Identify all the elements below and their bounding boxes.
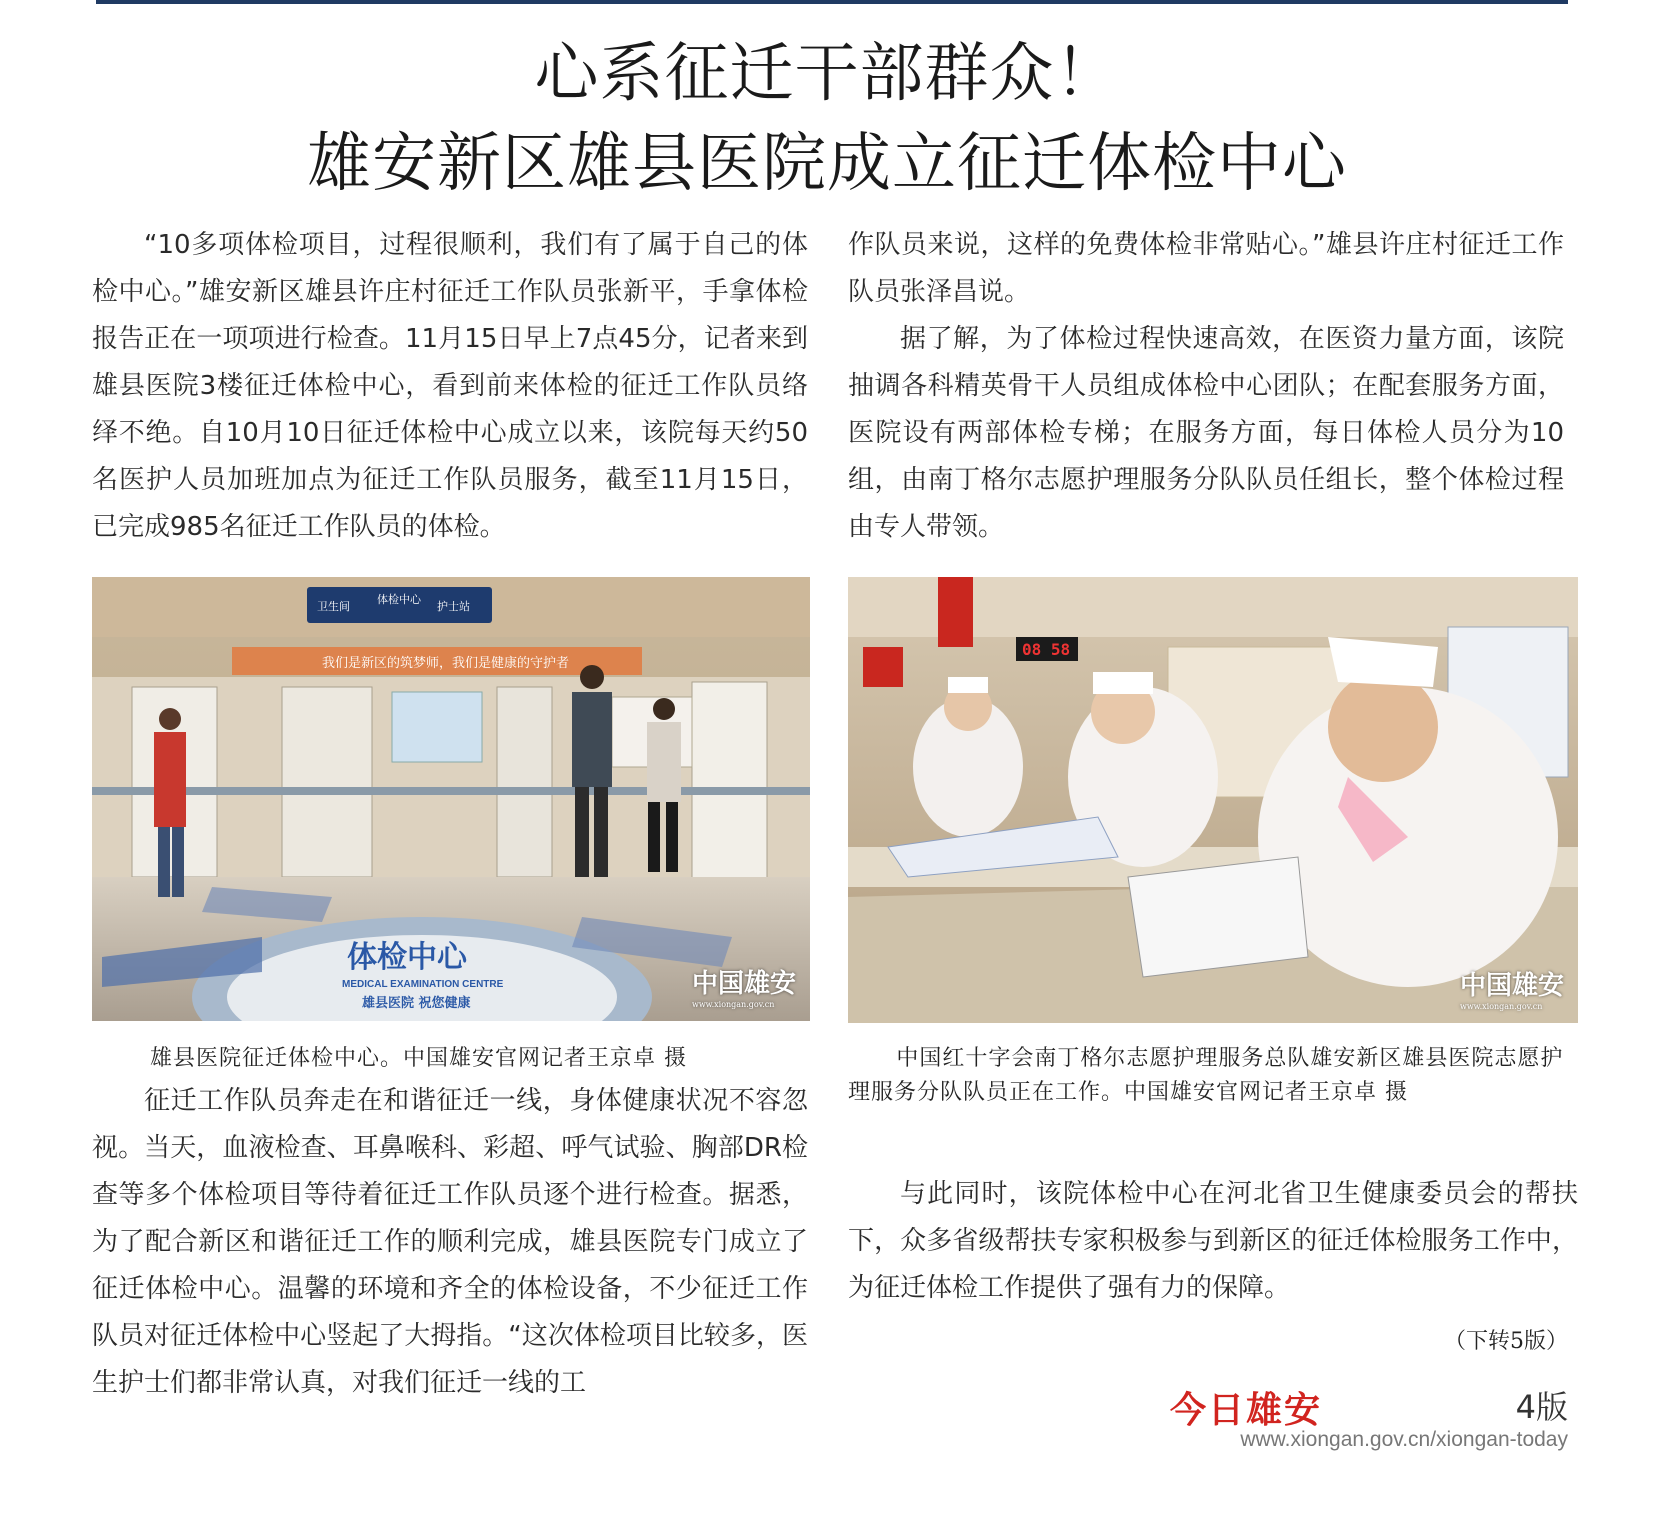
- article-paragraph: “10多项体检项目，过程很顺利，我们有了属于自己的体检中心。”雄安新区雄县许庄村征迁工作队员张新平，手拿体检报告正在一项项进行检查。11月15日早上7点45分，记者来到雄县医院3楼征迁体检中心，看到前来体检的征迁工作队员络绎不绝。自10月10日征迁体检中心成立以来，该院每天约50名医护人员加班加点为征迁工作队员服务，截至11月15日，已完成985名征迁工作队员的体检。: [92, 230, 808, 542]
- article-paragraph: 征迁工作队员奔走在和谐征迁一线，身体健康状况不容忽视。当天，血液检查、耳鼻喉科、彩超、呼气试验、胸部DR检查等多个体检项目等待着征迁工作队员逐个进行检查。据悉，为了配合新区和谐征迁工作的顺利完成，雄县医院专门成立了征迁体检中心。温馨的环境和齐全的体检设备，不少征迁工作队员对征迁体检中心竖起了大拇指。“这次体检项目比较多，医生护士们都非常认真，对我们征迁一线的工: [92, 1086, 808, 1398]
- continue-note: （下转5版）: [1444, 1329, 1568, 1354]
- floor-sub-cn: 雄县医院 祝您健康: [362, 996, 471, 1011]
- article-paragraph: 作队员来说，这样的免费体检非常贴心。”雄县许庄村征迁工作队员张泽昌说。: [848, 230, 1564, 307]
- brand-logo: 今日雄安: [1170, 1389, 1323, 1431]
- left-column-bottom: [92, 1078, 808, 1407]
- right-column-top: [848, 222, 1564, 551]
- article-paragraph: 据了解，为了体检过程快速高效，在医资力量方面，该院抽调各科精英骨干人员组成体检中心团队；在配套服务方面，医院设有两部体检专梯；在服务方面，每日体检人员分为10组，由南丁格尔志愿护理服务分队队员任组长，整个体检过程由专人带领。: [848, 324, 1564, 542]
- footer-url[interactable]: www.xiongan.gov.cn/xiongan-today: [1240, 1428, 1568, 1451]
- headline-line1: 心系征迁干部群众！: [534, 37, 1120, 111]
- floor-title: 体检中心: [347, 940, 467, 975]
- hallway-illustration: [92, 577, 810, 1021]
- left-column-top: [92, 222, 808, 551]
- sign-right-text: 护士站: [437, 600, 470, 613]
- page-number: 4版: [1515, 1388, 1568, 1426]
- photo-exam-center-hallway: [92, 577, 810, 1021]
- photo1-caption: 雄县医院征迁体检中心。中国雄安官网记者王京卓 摄: [150, 1046, 687, 1071]
- photo2-caption: 中国红十字会南丁格尔志愿护理服务总队雄安新区雄县医院志愿护理服务分队队员正在工作。中国雄安官网记者王京卓 摄: [848, 1046, 1564, 1105]
- sign-banner-text: 我们是新区的筑梦师，我们是健康的守护者: [322, 656, 570, 671]
- clock-text: 08 58: [1022, 640, 1071, 659]
- headline-line2: 雄安新区雄县医院成立征迁体检中心: [307, 127, 1347, 201]
- sign-left-text: 卫生间: [317, 600, 350, 613]
- nurses-illustration: [848, 577, 1578, 1023]
- right-column-bottom: [848, 1171, 1578, 1312]
- top-rule: [96, 0, 1568, 4]
- photo-nurses-at-desk: [848, 577, 1578, 1023]
- photo2-watermark: 中国雄安 www.xiongan.gov.cn: [1459, 971, 1564, 1011]
- sign-mid-text: 体检中心: [377, 593, 421, 606]
- photo1-watermark: 中国雄安 www.xiongan.gov.cn: [691, 969, 796, 1009]
- floor-sub-en: MEDICAL EXAMINATION CENTRE: [342, 979, 504, 990]
- article-paragraph: 与此同时，该院体检中心在河北省卫生健康委员会的帮扶下，众多省级帮扶专家积极参与到新区的征迁体检服务工作中，为征迁体检工作提供了强有力的保障。: [848, 1179, 1578, 1303]
